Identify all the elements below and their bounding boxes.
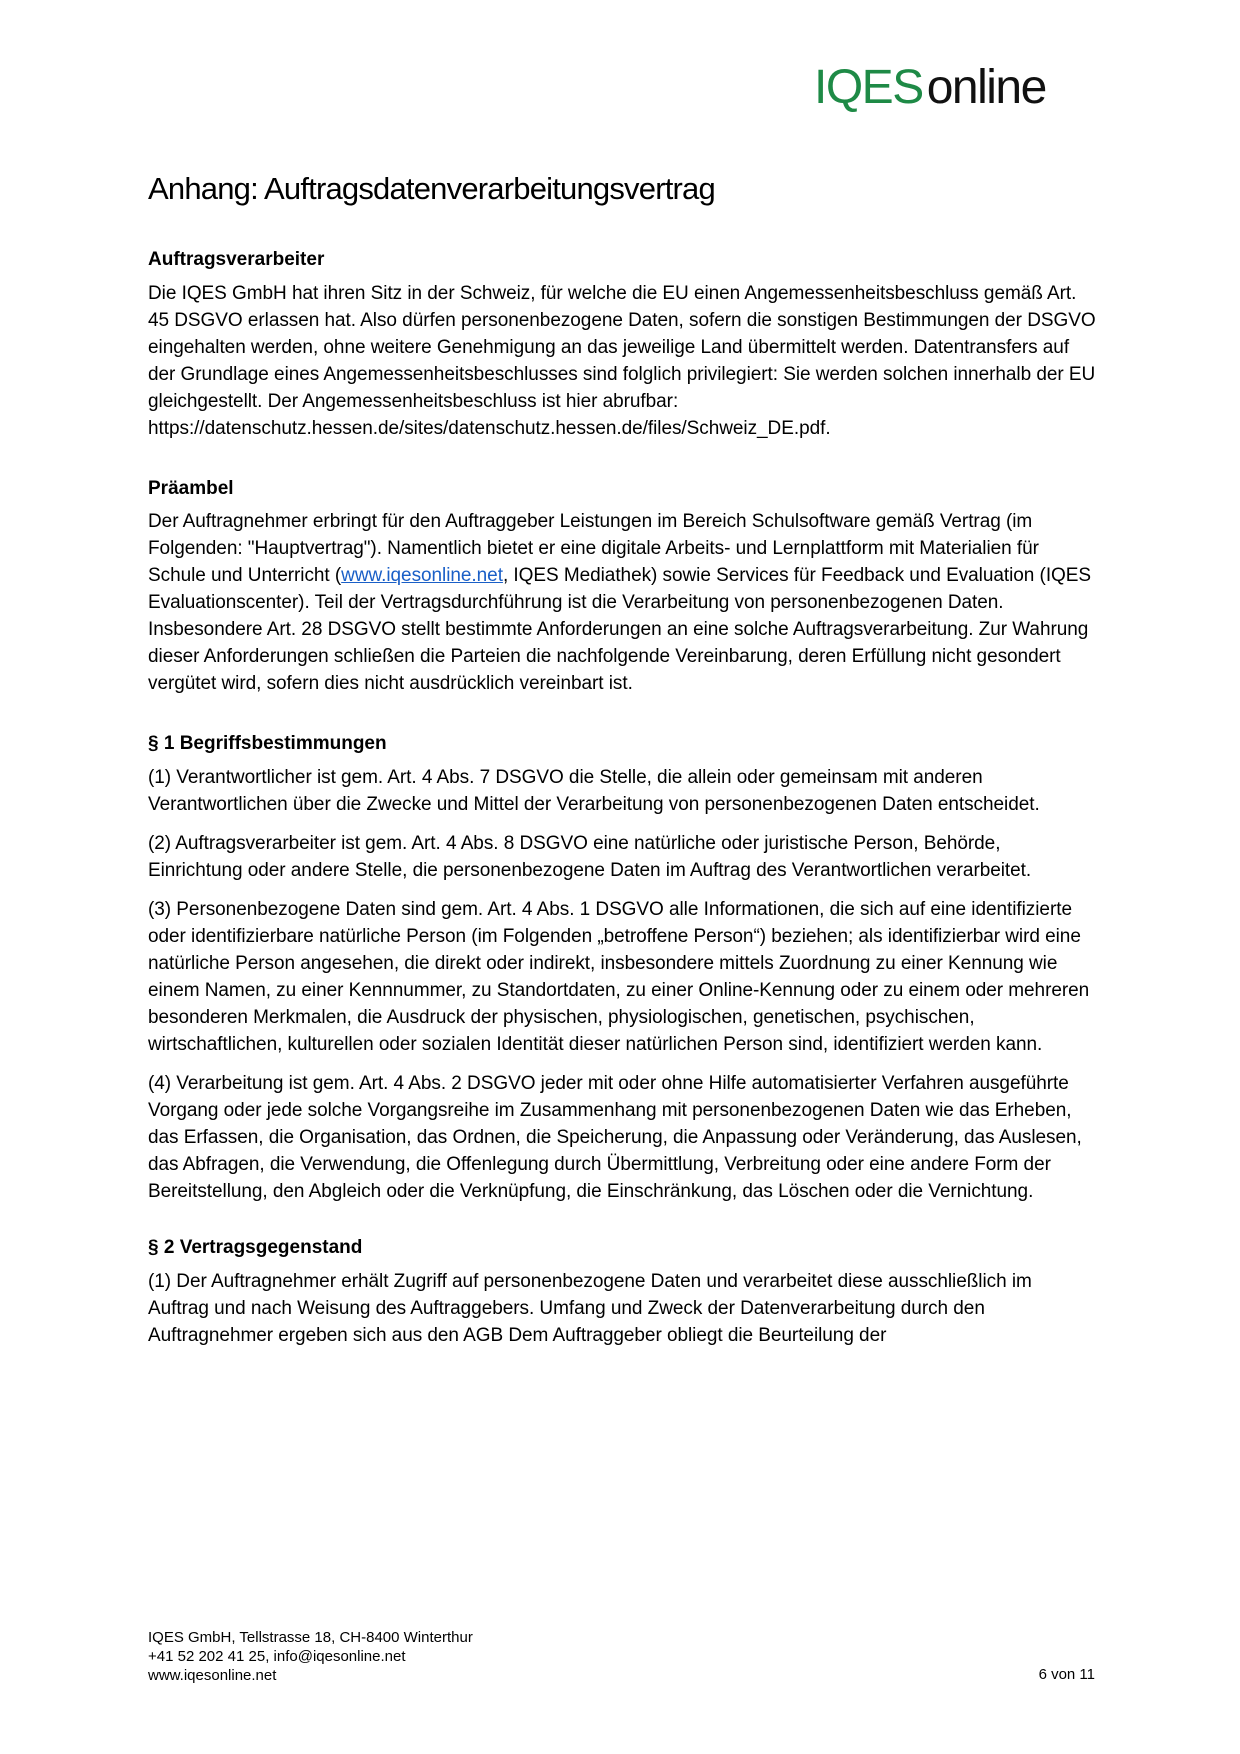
logo-suffix: online: [926, 61, 1046, 114]
section-heading: Auftragsverarbeiter: [148, 249, 325, 271]
iqes-online-logo: [814, 61, 1046, 114]
section-heading: § 2 Vertragsgegenstand: [148, 1236, 363, 1258]
numbered-paragraph: (1) Verantwortlicher ist gem. Art. 4 Abs. 7 DSGVO die Stelle, die allein oder gemeinsam mit anderen Verantwortlichen über die Zwecke und Mittel der Verarbeitung von personenbezogenen Daten entscheidet.: [148, 766, 1040, 815]
document-body: [148, 170, 1096, 1383]
page-number: 6 von 11: [1038, 1666, 1095, 1683]
numbered-paragraph: (4) Verarbeitung ist gem. Art. 4 Abs. 2 DSGVO jeder mit oder ohne Hilfe automatisierter Verfahren ausgeführte Vorgang oder jede solche Vorgangsreihe im Zusammenhang mit personenbezogenen Daten wie das Erheben, das Erfassen, die Organisation, das Ordnen, die Speicherung, die Anpassung oder Veränderung, das Auslesen, das Abfragen, die Verwendung, die Offenlegung durch Übermittlung, Verbreitung oder eine andere Form der Bereitstellung, den Abgleich oder die Verknüpfung, die Einschränkung, das Löschen oder die Vernichtung.: [148, 1072, 1082, 1202]
logo-brand: IQES: [814, 61, 923, 114]
section-auftragsverarbeiter: [148, 247, 1096, 442]
page-footer: [148, 1628, 473, 1685]
text-before-link: Der Auftragnehmer erbringt für den Auftraggeber Leistungen im Bereich Schulsoftware gemäß Vertrag (im Folgenden: "Hauptvertrag"). Namentlich bietet er eine digitale Arbeits- und Lernplattform mit Materialien für Schule und Unterricht (: [148, 511, 1039, 587]
section-heading: Präambel: [148, 477, 234, 499]
page-title: Anhang: Auftragsdatenverarbeitungsvertrag: [148, 171, 715, 206]
footer-address: IQES GmbH, Tellstrasse 18, CH-8400 Winterthur: [148, 1629, 473, 1646]
text-after-link: , IQES Mediathek) sowie Services für Feedback und Evaluation (IQES Evaluationscenter). Teil der Vertragsdurchführung ist die Verarbeitung von personenbezogenen Daten. Insbesondere Art. 28 DSGVO stellt bestimmte Anforderungen an eine solche Auftragsverarbeitung. Zur Wahrung dieser Anforderungen schließen die Parteien die nachfolgende Vereinbarung, deren Erfüllung nicht gesondert vergütet wird, sofern dies nicht ausdrücklich vereinbart ist.: [148, 565, 1092, 695]
section-praeambel: [148, 476, 1096, 698]
section-vertragsgegenstand: [148, 1235, 1096, 1349]
iqesonline-link[interactable]: www.iqesonline.net: [341, 565, 503, 587]
footer-contact: +41 52 202 41 25, info@iqesonline.net: [148, 1648, 406, 1665]
numbered-paragraph: (3) Personenbezogene Daten sind gem. Art. 4 Abs. 1 DSGVO alle Informationen, die sich auf eine identifizierte oder identifizierbare natürliche Person (im Folgenden „betroffene Person“) beziehen; als identifizierbar wird eine natürliche Person angesehen, die direkt oder indirekt, insbesondere mittels Zuordnung zu einer Kennung wie einem Namen, zu einer Kennnummer, zu Standortdaten, zu einer Online-Kennung oder zu einem oder mehreren besonderen Merkmalen, die Ausdruck der physischen, physiologischen, genetischen, psychischen, wirtschaftlichen, kulturellen oder sozialen Identität dieser natürlichen Person sind, identifiziert werden kann.: [148, 898, 1090, 1055]
section-begriffsbestimmungen: [148, 731, 1096, 1205]
footer-website: www.iqesonline.net: [148, 1667, 277, 1684]
section-text: [148, 508, 1096, 697]
numbered-paragraph: (2) Auftragsverarbeiter ist gem. Art. 4 Abs. 8 DSGVO eine natürliche oder juristische Person, Behörde, Einrichtung oder andere Stelle, die personenbezogene Daten im Auftrag des Verantwortlichen verarbeitet.: [148, 832, 1032, 881]
section-heading: § 1 Begriffsbestimmungen: [148, 733, 387, 755]
numbered-paragraph: (1) Der Auftragnehmer erhält Zugriff auf personenbezogene Daten und verarbeitet diese ausschließlich im Auftrag und nach Weisung des Auftraggebers. Umfang und Zweck der Datenverarbeitung durch den Auftragnehmer ergeben sich aus den AGB Dem Auftraggeber obliegt die Beurteilung der: [148, 1270, 1032, 1346]
section-text: Die IQES GmbH hat ihren Sitz in der Schweiz, für welche die EU einen Angemessenheitsbeschluss gemäß Art. 45 DSGVO erlassen hat. Also dürfen personenbezogene Daten, sofern die sonstigen Bestimmungen der DSGVO eingehalten werden, ohne weitere Genehmigung an das jeweilige Land übermittelt werden. Datentransfers auf der Grundlage eines Angemessenheitsbeschlusses sind folglich privilegiert: Sie werden solchen innerhalb der EU gleichgestellt. Der Angemessenheitsbeschluss ist hier abrufbar: https://datenschutz.hessen.de/sites/datenschutz.hessen.de/files/Schweiz_DE.pdf.: [148, 282, 1096, 439]
